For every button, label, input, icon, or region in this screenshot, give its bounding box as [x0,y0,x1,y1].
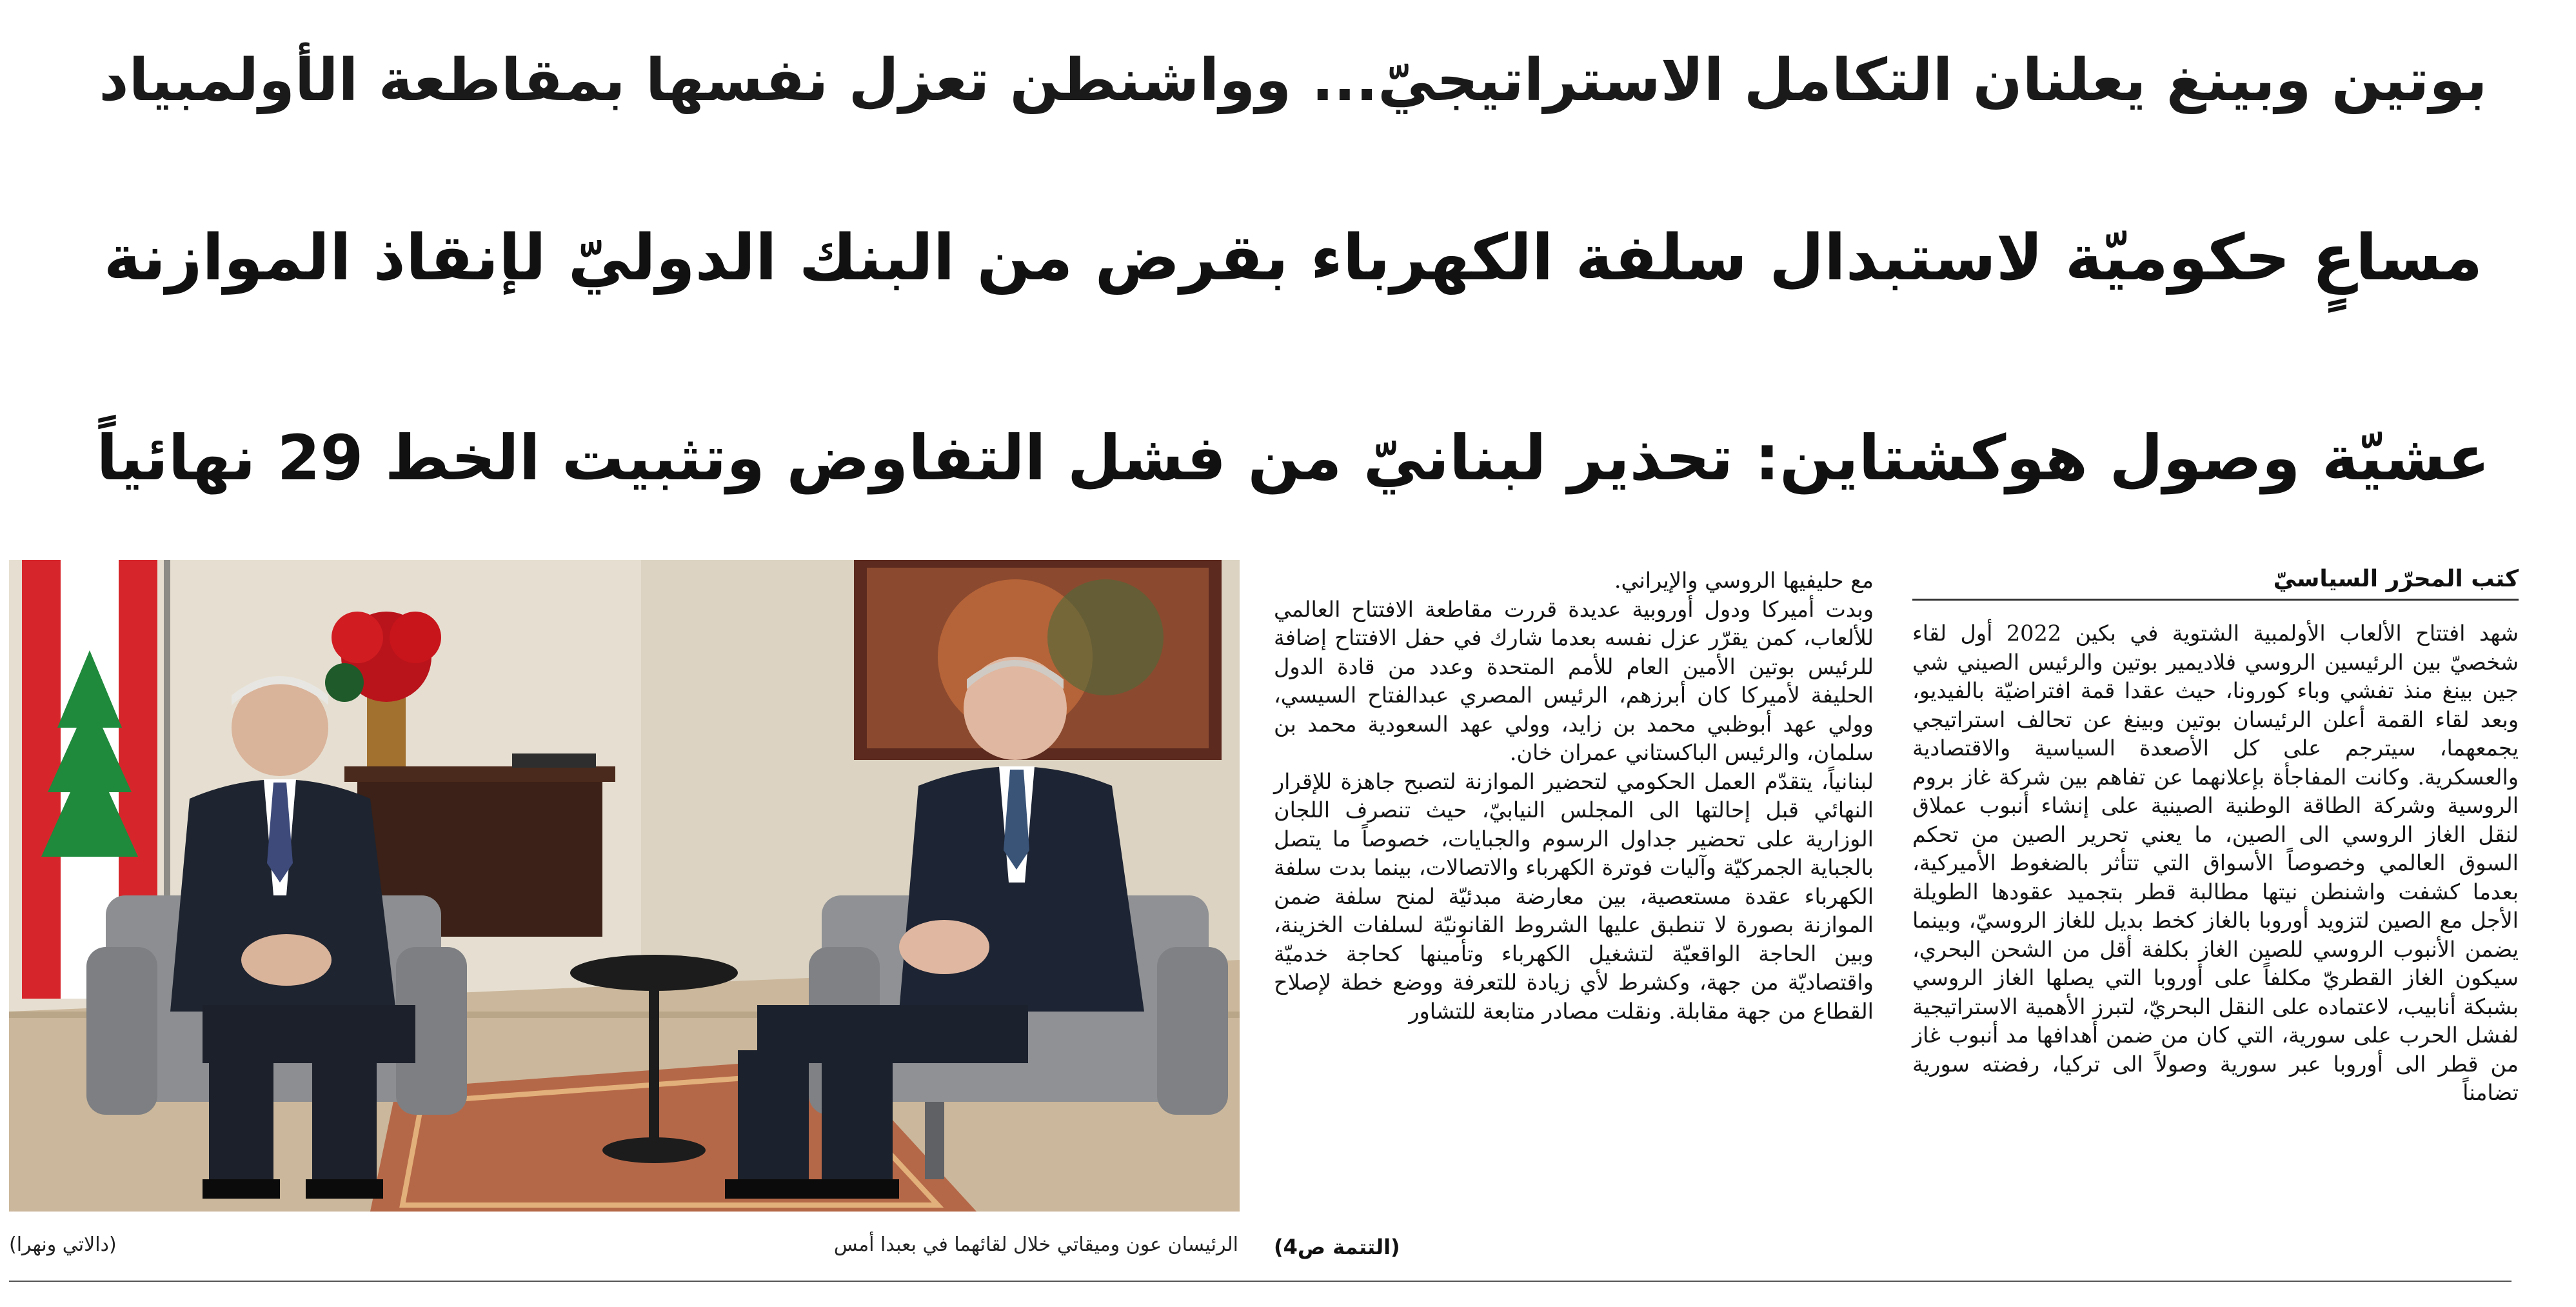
main-headline-line-2: عشيّة وصول هوكشتاين: تحذير لبنانيّ من فشل التفاوض وتثبيت الخط 29 نهائياً [96,422,2490,494]
bottom-rule [9,1281,2512,1282]
news-photo [9,560,1240,1212]
kicker-headline: بوتين وبينغ يعلنان التكامل الاستراتيجيّ... وواشنطن تعزل نفسها بمقاطعة الأولمبياد [99,46,2488,114]
continued-marker: (التتمة ص4) [1274,1235,1400,1259]
article-paragraph: مع حليفيها الروسي والإيراني. [1614,568,1874,593]
article-paragraph: شهد افتتاح الألعاب الأولمبية الشتوية في بكين 2022 أول لقاء شخصيّ بين الرئيسين الروسي فلاديمير بوتين والرئيس الصيني شي جين بينغ منذ تفشي وباء كورونا، حيث عقدا قمة افتراضيّة بالفيديو، وبعد لقاء القمة أعلن الرئيسان بوتين وبينغ عن تحالف استراتيجي يجمعهما، سيترجم على كل الأصعدة السياسية والاقتصادية والعسكرية. وكانت المفاجأة بإعلانهما عن تفاهم بين شركة غاز بروم الروسية وشركة الطاقة الوطنية الصينية على إنشاء أنبوب عملاق لنقل الغاز الروسي الى الصين، ما يعني تحرير الصين من تحكم السوق العالمي وخصوصاً الأسواق التي تتأثر بالضغوط الأميركية، بعدما كشفت واشنطن نيتها مطالبة قطر بتجميد عقودها الطويلة الأجل مع الصين لتزويد أوروبا بالغاز كخط بديل للغاز الروسيّ، وبينما يضمن الأنبوب الروسي للصين الغاز بكلفة أقل من الشحن البحري، سيكون الغاز القطريّ مكلفاً على أوروبا التي يصلها الغاز الروسي بشبكة أنابيب، لاعتماده على النقل البحريّ، لتبرز الأهمية الاستراتيجية لفشل الحرب على سورية، التي كان من ضمن أهدافها مد أنبوب غاز من قطر الى أوروبا عبر سورية وصولاً الى تركيا، رفضته سورية تضامناً [1912,621,2519,1105]
photo-caption: الرئيسان عون وميقاتي خلال لقائهما في بعبدا أمس [833,1233,1238,1256]
meeting-photo-illustration [9,560,1240,1212]
article-column-right [1912,619,2519,1108]
article-column-middle [1274,566,1874,1026]
article-paragraph: لبنانياً، يتقدّم العمل الحكومي لتحضير الموازنة لتصبح جاهزة للإقرار النهائي قبل إحالتها الى المجلس النيابيّ، حيث تنصرف اللجان الوزارية على تحضير جداول الرسوم والجبايات، خصوصاً ما يتصل بالجباية الجمركيّة وآليات فوترة الكهرباء والاتصالات، بينما بدت سلفة الكهرباء عقدة مستعصية، بين معارضة مبدئيّة لمنح سلفة ضمن الموازنة بصورة لا تنطبق عليها الشروط القانونيّة لسلفات الخزينة، وبين الحاجة الواقعيّة لتشغيل الكهرباء وتأمينها كحاجة خدميّة واقتصاديّة من جهة، وكشرط لأي زيادة للتعرفة ووضع خطة لإصلاح القطاع من جهة مقابلة. ونقلت مصادر متابعة للتشاور [1274,768,1874,1024]
main-headline-line-1: مساعٍ حكوميّة لاستبدال سلفة الكهرباء بقرض من البنك الدوليّ لإنقاذ الموازنة [103,221,2483,295]
article-paragraph: وبدت أميركا ودول أوروبية عديدة قررت مقاطعة الافتتاح العالمي للألعاب، كمن يقرّر عزل نفسه بعدما شارك في حفل الافتتاح إضافة للرئيس بوتين الأمين العام للأمم المتحدة وعدد من قادة الدول الحليفة لأميركا كان أبرزهم، الرئيس المصري عبدالفتاح السيسي، وولي عهد أبوظبي محمد بن زايد، وولي عهد السعودية محمد بن سلمان، والرئيس الباكستاني عمران خان. [1274,596,1874,765]
byline: كتب المحرّر السياسيّ [1912,560,2519,601]
photo-credit: (دالاتي ونهرا) [9,1233,117,1256]
